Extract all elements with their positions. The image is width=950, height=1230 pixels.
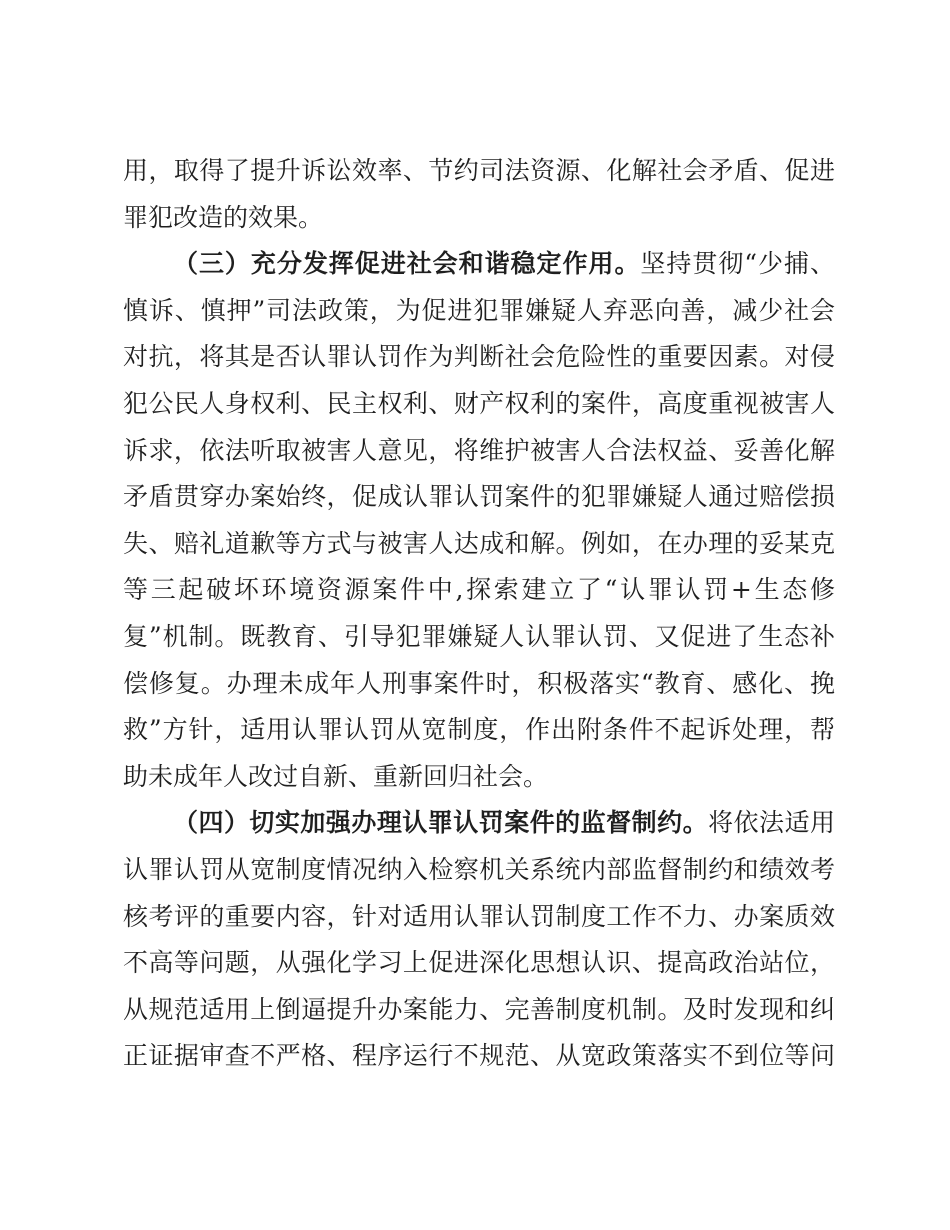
paragraph-2-line: 诉求，依法听取被害人意见，将维护被害人合法权益、妥善化解 bbox=[123, 435, 835, 465]
paragraph-3-line: 不高等问题，从强化学习上促进深化思想认识、提高政治站位， bbox=[123, 948, 835, 978]
paragraph-3-line: 正证据审查不严格、程序运行不规范、从宽政策落实不到位等问 bbox=[123, 1041, 835, 1071]
paragraph-1-line-1: 用，取得了提升诉讼效率、节约司法资源、化解社会矛盾、促进 bbox=[123, 156, 835, 185]
paragraph-2-first-line bbox=[123, 241, 835, 288]
body-text bbox=[123, 148, 835, 1080]
paragraph-1-line-2: 罪犯改造的效果。 bbox=[123, 202, 324, 232]
paragraph-2-line: 犯公民人身权利、民主权利、财产权利的案件，高度重视被害人 bbox=[123, 388, 835, 418]
paragraph-3-first-line bbox=[123, 800, 835, 847]
section-heading-3: （三）充分发挥促进社会和谐稳定作用。 bbox=[173, 249, 641, 279]
paragraph-2-line: 复”机制。既教育、引导犯罪嫌疑人认罪认罚、又促进了生态补 bbox=[123, 621, 835, 651]
paragraph-3-line: 从规范适用上倒逼提升办案能力、完善制度机制。及时发现和纠 bbox=[123, 994, 835, 1024]
paragraph-2-line: 偿修复。办理未成年人刑事案件时，积极落实“教育、感化、挽 bbox=[123, 668, 835, 698]
paragraph-2-line: 矛盾贯穿办案始终，促成认罪认罚案件的犯罪嫌疑人通过赔偿损 bbox=[123, 482, 835, 512]
paragraph-3-line: 认罪认罚从宽制度情况纳入检察机关系统内部监督制约和绩效考 bbox=[123, 854, 835, 884]
paragraph-2-first-line-text: 坚持贯彻“少捕、 bbox=[640, 249, 835, 279]
paragraph-2-line: 救”方针，适用认罪认罚从宽制度，作出附条件不起诉处理，帮 bbox=[123, 715, 835, 745]
paragraph-2-line: 对抗，将其是否认罪认罚作为判断社会危险性的重要因素。对侵 bbox=[123, 342, 835, 372]
paragraph-2-line: 慎诉、慎押”司法政策，为促进犯罪嫌疑人弃恶向善，减少社会 bbox=[123, 295, 835, 325]
paragraph-2-line: 助未成年人改过自新、重新回归社会。 bbox=[123, 761, 549, 791]
section-heading-4: （四）切实加强办理认罪认罚案件的监督制约。 bbox=[173, 808, 709, 838]
paragraph-2-line: 等三起破坏环境资源案件中,探索建立了“认罪认罚+生态修 bbox=[123, 575, 835, 605]
paragraph-3-line: 核考评的重要内容，针对适用认罪认罚制度工作不力、办案质效 bbox=[123, 901, 835, 931]
paragraph-2-line: 失、赔礼道歉等方式与被害人达成和解。例如，在办理的妥某克 bbox=[123, 528, 835, 558]
paragraph-3-first-line-text: 将依法适用 bbox=[708, 808, 835, 838]
